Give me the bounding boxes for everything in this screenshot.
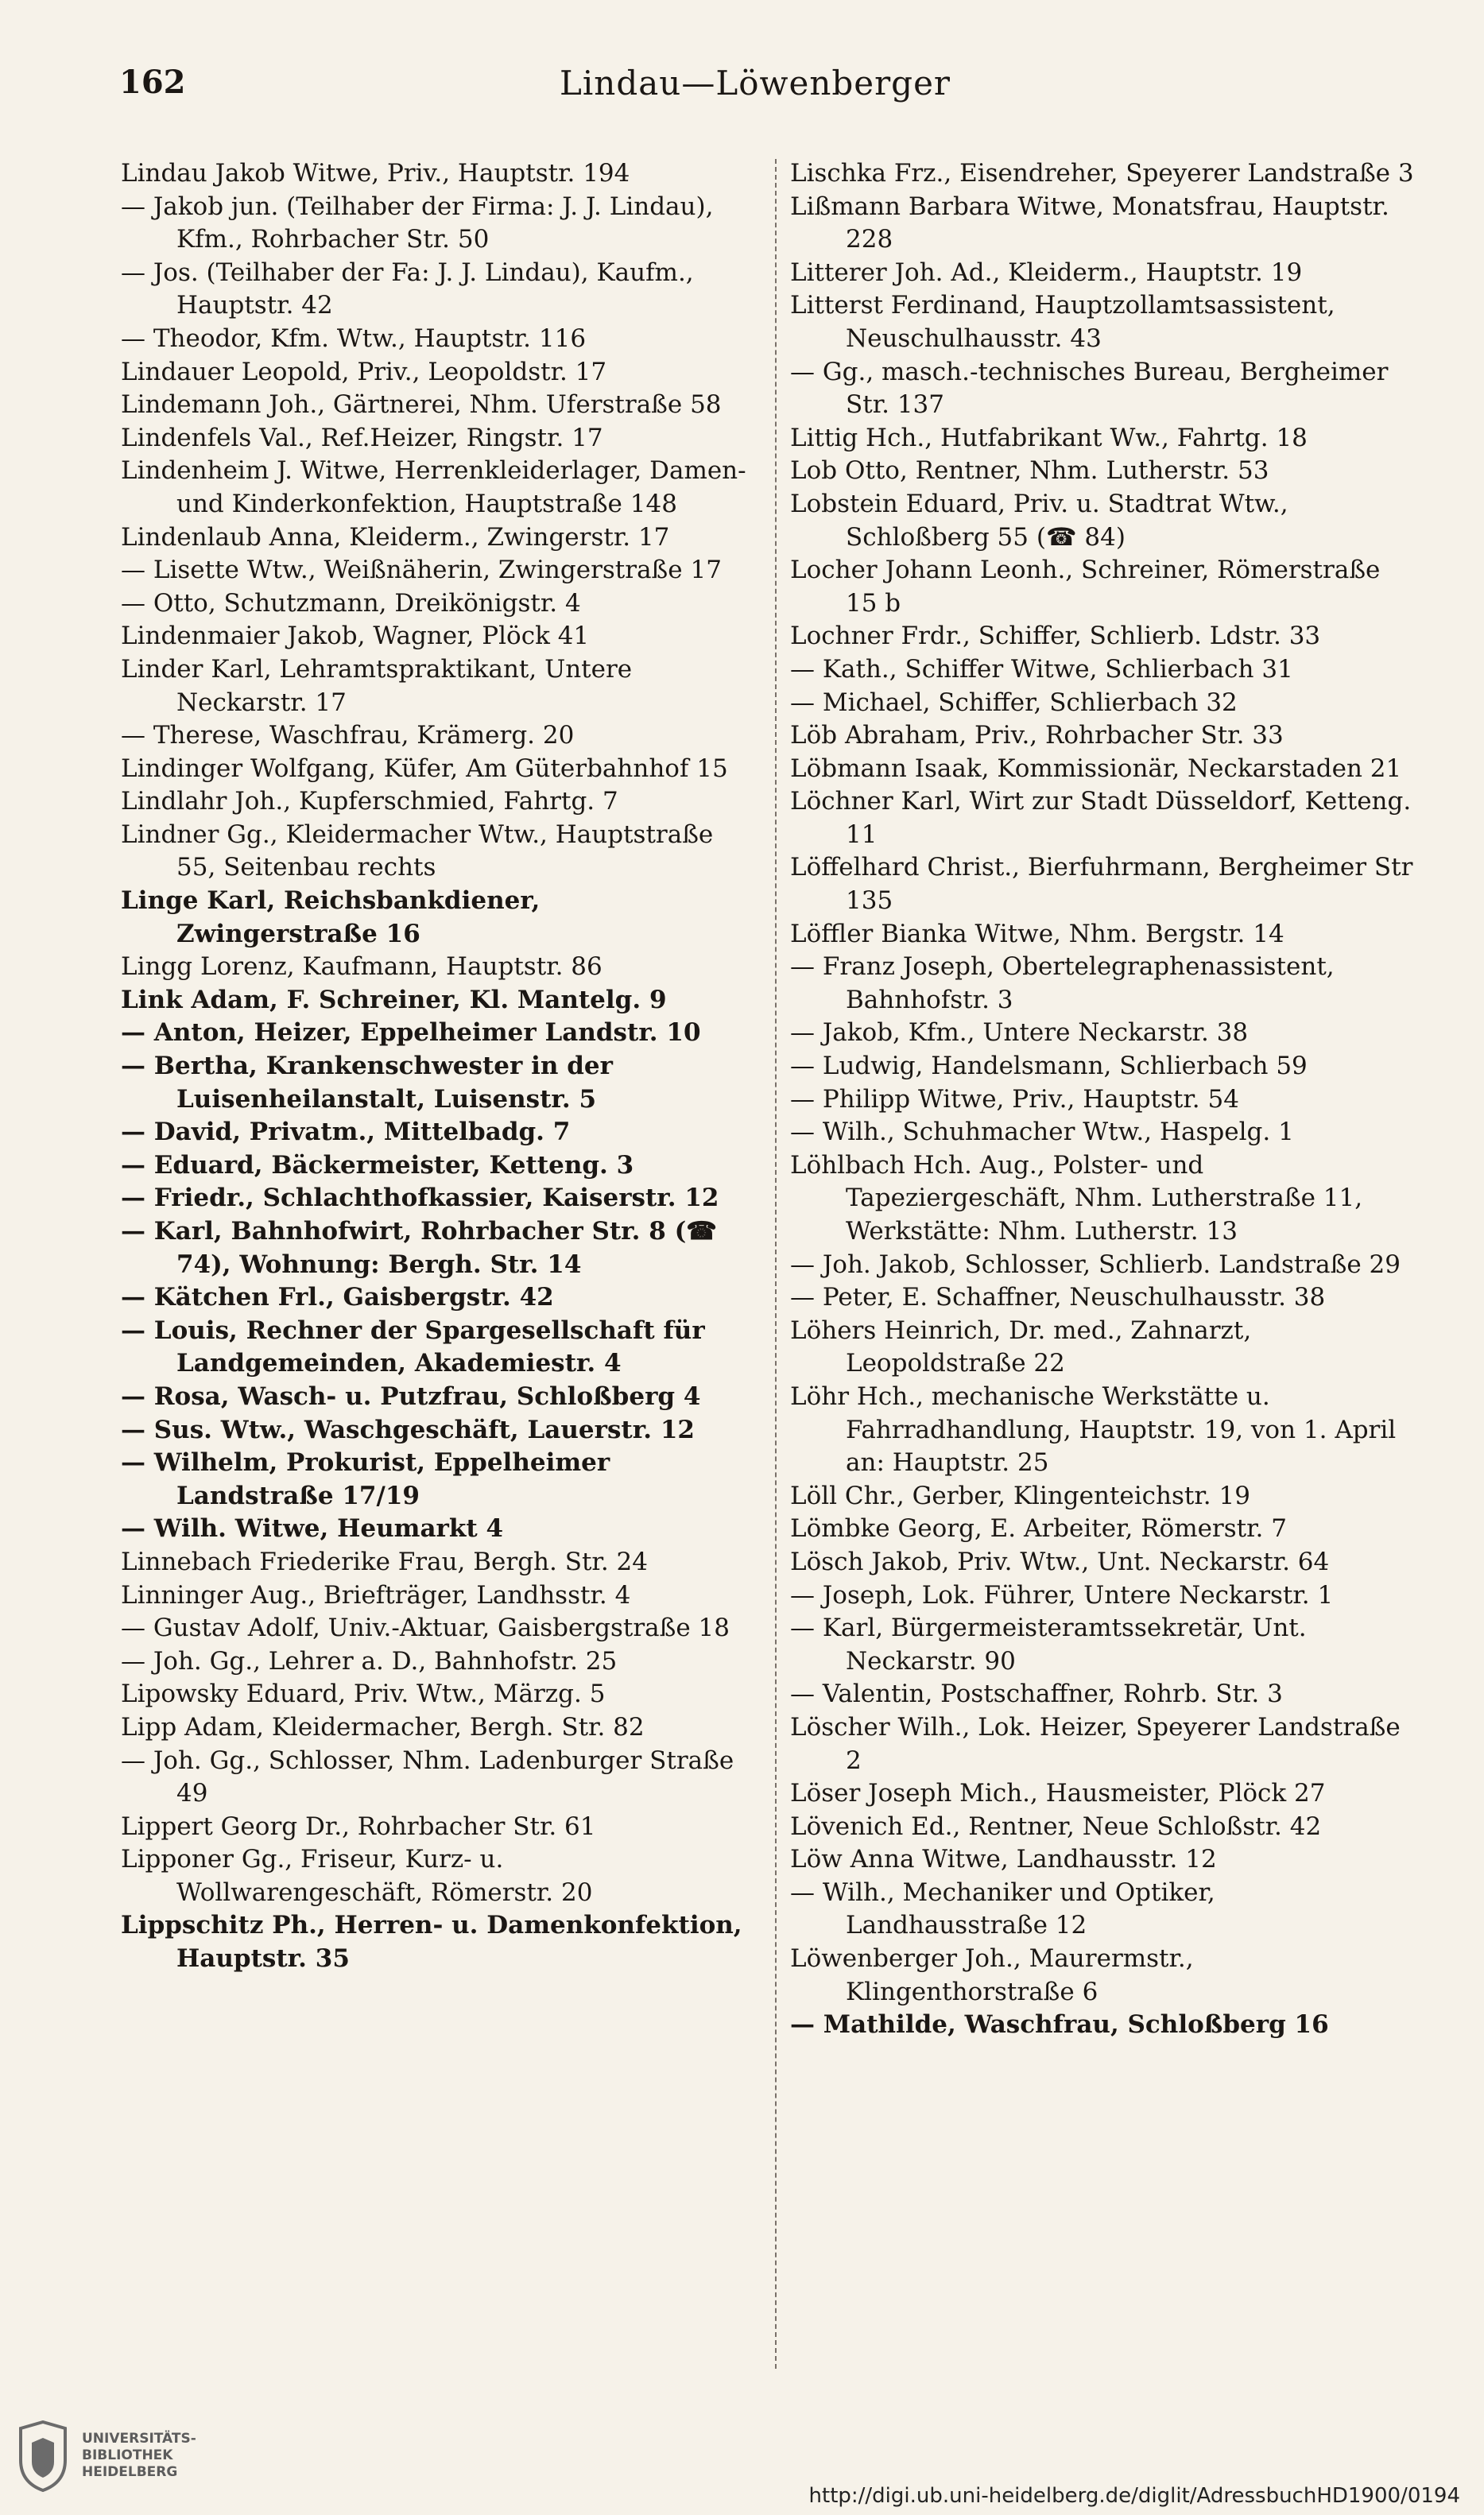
directory-entry: Lob Otto, Rentner, Nhm. Lutherstr. 53 — [790, 456, 1269, 486]
directory-entry: Linder Karl, Lehramtspraktikant, Untere Neckarstr. 17 — [121, 654, 633, 717]
directory-entry: — Lisette Wtw., Weißnäherin, Zwingerstraße 17 — [121, 556, 722, 585]
directory-entry: Löscher Wilh., Lok. Heizer, Speyerer Landstraße 2 — [790, 1712, 1401, 1775]
directory-entry: — Anton, Heizer, Eppelheimer Landstr. 10 — [121, 1018, 701, 1048]
directory-entry: Lindauer Leopold, Priv., Leopoldstr. 17 — [121, 357, 607, 386]
directory-entry: Löchner Karl, Wirt zur Stadt Düsseldorf, Ketteng. 11 — [790, 787, 1412, 849]
directory-entry: Lindlahr Joh., Kupferschmied, Fahrtg. 7 — [121, 787, 618, 816]
directory-entry: — Jakob, Kfm., Untere Neckarstr. 38 — [790, 1018, 1249, 1048]
directory-entry: Linnebach Friederike Frau, Bergh. Str. 24 — [121, 1547, 648, 1576]
directory-entry: — Friedr., Schlachthofkassier, Kaiserstr. 12 — [121, 1184, 719, 1213]
directory-entry: — Jos. (Teilhaber der Fa: J. J. Lindau), Kaufm., Hauptstr. 42 — [121, 258, 694, 320]
directory-entry: Lißmann Barbara Witwe, Monatsfrau, Hauptstr. 228 — [790, 192, 1389, 254]
logo-line-2: BIBLIOTHEK — [82, 2447, 173, 2463]
directory-entry: Löbmann Isaak, Kommissionär, Neckarstaden 21 — [790, 754, 1402, 783]
directory-entry: Lindner Gg., Kleidermacher Wtw., Hauptstraße 55, Seitenbau rechts — [121, 820, 714, 882]
directory-entry: — Wilh. Witwe, Heumarkt 4 — [121, 1514, 504, 1544]
directory-entry: Locher Johann Leonh., Schreiner, Römerstraße 15 b — [790, 556, 1381, 618]
directory-entry: — Wilh., Schuhmacher Wtw., Haspelg. 1 — [790, 1118, 1294, 1147]
university-seal-icon — [14, 2420, 72, 2492]
directory-entry: Littig Hch., Hutfabrikant Ww., Fahrtg. 18 — [790, 423, 1308, 452]
directory-entry: Litterst Ferdinand, Hauptzollamtsassistent, Neuschulhausstr. 43 — [790, 291, 1335, 353]
directory-entry: Lipowsky Eduard, Priv. Wtw., Märzg. 5 — [121, 1680, 606, 1709]
library-logo — [6, 2416, 196, 2504]
directory-entry: — Joh. Jakob, Schlosser, Schlierb. Landstraße 29 — [790, 1250, 1401, 1279]
page-header — [119, 64, 1391, 119]
directory-entry: Löffler Bianka Witwe, Nhm. Bergstr. 14 — [790, 919, 1284, 948]
directory-entry: Löw Anna Witwe, Landhausstr. 12 — [790, 1845, 1217, 1874]
directory-entry: Lindenfels Val., Ref.Heizer, Ringstr. 17 — [121, 423, 603, 452]
directory-entry: — Joh. Gg., Lehrer a. D., Bahnhofstr. 25 — [121, 1646, 618, 1676]
directory-entry: — Bertha, Krankenschwester in der Luisenheilanstalt, Luisenstr. 5 — [121, 1052, 613, 1114]
directory-entry: Löwenberger Joh., Maurermstr., Klingenthorstraße 6 — [790, 1944, 1194, 2006]
directory-entry: Lösch Jakob, Priv. Wtw., Unt. Neckarstr. 64 — [790, 1547, 1330, 1576]
directory-entry: Löser Joseph Mich., Hausmeister, Plöck 27 — [790, 1779, 1326, 1808]
directory-entry: Lippschitz Ph., Herren- u. Damenkonfektion, Hauptstr. 35 — [121, 1911, 742, 1974]
directory-entry: Lövenich Ed., Rentner, Neue Schloßstr. 42 — [790, 1812, 1322, 1841]
logo-line-1: UNIVERSITÄTS- — [82, 2431, 196, 2447]
directory-entry: — Ludwig, Handelsmann, Schlierbach 59 — [790, 1052, 1308, 1081]
directory-entry: Lömbke Georg, E. Arbeiter, Römerstr. 7 — [790, 1514, 1287, 1544]
directory-entry: Link Adam, F. Schreiner, Kl. Mantelg. 9 — [121, 985, 667, 1014]
directory-entry: — Theodor, Kfm. Wtw., Hauptstr. 116 — [121, 324, 587, 353]
directory-entry: Lindenlaub Anna, Kleiderm., Zwingerstr. 17 — [121, 522, 670, 552]
directory-entry: Lipponer Gg., Friseur, Kurz- u. Wollwarengeschäft, Römerstr. 20 — [121, 1845, 593, 1907]
directory-entry: Linge Karl, Reichsbankdiener, Zwingerstraße 16 — [121, 886, 541, 948]
directory-entry: — Therese, Waschfrau, Krämerg. 20 — [121, 721, 575, 750]
directory-entry: Lipp Adam, Kleidermacher, Bergh. Str. 82 — [121, 1712, 645, 1742]
directory-entry: — David, Privatm., Mittelbadg. 7 — [121, 1118, 571, 1147]
directory-entry: Linninger Aug., Briefträger, Landhsstr. 4 — [121, 1580, 631, 1610]
directory-entry: — Wilhelm, Prokurist, Eppelheimer Landstraße 17/19 — [121, 1448, 610, 1510]
directory-entry: Löhers Heinrich, Dr. med., Zahnarzt, Leopoldstraße 22 — [790, 1316, 1252, 1378]
page-number: 162 — [119, 64, 186, 101]
directory-entry: — Michael, Schiffer, Schlierbach 32 — [790, 688, 1238, 717]
directory-entry: — Jakob jun. (Teilhaber der Firma: J. J. Lindau), Kfm., Rohrbacher Str. 50 — [121, 192, 714, 254]
directory-entry: — Kath., Schiffer Witwe, Schlierbach 31 — [790, 654, 1293, 684]
directory-entry: Lindinger Wolfgang, Küfer, Am Güterbahnhof 15 — [121, 754, 728, 783]
directory-entry: — Gustav Adolf, Univ.-Aktuar, Gaisbergstraße 18 — [121, 1614, 730, 1643]
source-url-link[interactable]: http://digi.ub.uni-heidelberg.de/diglit/AdressbuchHD1900/0194 — [808, 2484, 1460, 2508]
directory-entry: — Joseph, Lok. Führer, Untere Neckarstr. 1 — [790, 1580, 1334, 1610]
directory-entry: — Eduard, Bäckermeister, Ketteng. 3 — [121, 1150, 634, 1180]
directory-entry: — Rosa, Wasch- u. Putzfrau, Schloßberg 4 — [121, 1382, 701, 1411]
directory-entry: Litterer Joh. Ad., Kleiderm., Hauptstr. 19 — [790, 258, 1303, 287]
column-divider — [775, 159, 777, 2369]
directory-entry: Löb Abraham, Priv., Rohrbacher Str. 33 — [790, 721, 1284, 750]
directory-entry: Lingg Lorenz, Kaufmann, Hauptstr. 86 — [121, 952, 603, 982]
directory-entry: — Mathilde, Waschfrau, Schloßberg 16 — [790, 2010, 1329, 2040]
directory-entry: — Sus. Wtw., Waschgeschäft, Lauerstr. 12 — [121, 1415, 695, 1444]
directory-entry: — Karl, Bürgermeisteramtssekretär, Unt. Neckarstr. 90 — [790, 1614, 1307, 1676]
directory-entry: — Otto, Schutzmann, Dreikönigstr. 4 — [121, 588, 581, 618]
library-logo-text — [82, 2431, 196, 2481]
directory-entry: — Louis, Rechner der Spargesellschaft für Landgemeinden, Akademiestr. 4 — [121, 1316, 705, 1378]
directory-entry: — Valentin, Postschaffner, Rohrb. Str. 3 — [790, 1680, 1283, 1709]
directory-entry: Lindemann Joh., Gärtnerei, Nhm. Uferstraße 58 — [121, 390, 722, 420]
directory-entry: — Joh. Gg., Schlosser, Nhm. Ladenburger Straße 49 — [121, 1746, 734, 1808]
directory-entry: Lippert Georg Dr., Rohrbacher Str. 61 — [121, 1812, 596, 1841]
directory-entry: — Kätchen Frl., Gaisbergstr. 42 — [121, 1283, 554, 1312]
directory-entry: Lindenmaier Jakob, Wagner, Plöck 41 — [121, 622, 590, 651]
directory-entry: Lobstein Eduard, Priv. u. Stadtrat Wtw., Schloßberg 55 (☎ 84) — [790, 489, 1288, 552]
directory-entry: Lischka Frz., Eisendreher, Speyerer Landstraße 3 — [790, 159, 1414, 188]
directory-entry: — Karl, Bahnhofwirt, Rohrbacher Str. 8 (☎ 74), Wohnung: Bergh. Str. 14 — [121, 1217, 717, 1279]
running-head: Lindau—Löwenberger — [559, 64, 951, 103]
directory-entry: Löhr Hch., mechanische Werkstätte u. Fahrradhandlung, Hauptstr. 19, von 1. April an: Hauptstr. 25 — [790, 1382, 1397, 1478]
directory-entry: Lochner Frdr., Schiffer, Schlierb. Ldstr. 33 — [790, 622, 1321, 651]
directory-entry: Löhlbach Hch. Aug., Polster- und Tapeziergeschäft, Nhm. Lutherstraße 11, Werkstätte: Nhm. Lutherstr. 13 — [790, 1150, 1363, 1246]
directory-entry: Löll Chr., Gerber, Klingenteichstr. 19 — [790, 1481, 1250, 1510]
logo-line-3: HEIDELBERG — [82, 2464, 178, 2480]
directory-entry: — Wilh., Mechaniker und Optiker, Landhausstraße 12 — [790, 1878, 1215, 1940]
directory-entry: — Gg., masch.-technisches Bureau, Bergheimer Str. 137 — [790, 357, 1389, 420]
directory-entry: — Philipp Witwe, Priv., Hauptstr. 54 — [790, 1084, 1239, 1114]
directory-entry: — Peter, E. Schaffner, Neuschulhausstr. 38 — [790, 1283, 1326, 1312]
right-column — [790, 157, 1418, 2042]
directory-entry: Löffelhard Christ., Bierfuhrmann, Bergheimer Str 135 — [790, 853, 1413, 916]
directory-entry: Lindau Jakob Witwe, Priv., Hauptstr. 194 — [121, 159, 630, 188]
left-column — [121, 157, 749, 1976]
directory-entry: Lindenheim J. Witwe, Herrenkleiderlager, Damen- und Kinderkonfektion, Hauptstraße 148 — [121, 456, 746, 518]
directory-entry: — Franz Joseph, Obertelegraphenassistent, Bahnhofstr. 3 — [790, 952, 1335, 1014]
